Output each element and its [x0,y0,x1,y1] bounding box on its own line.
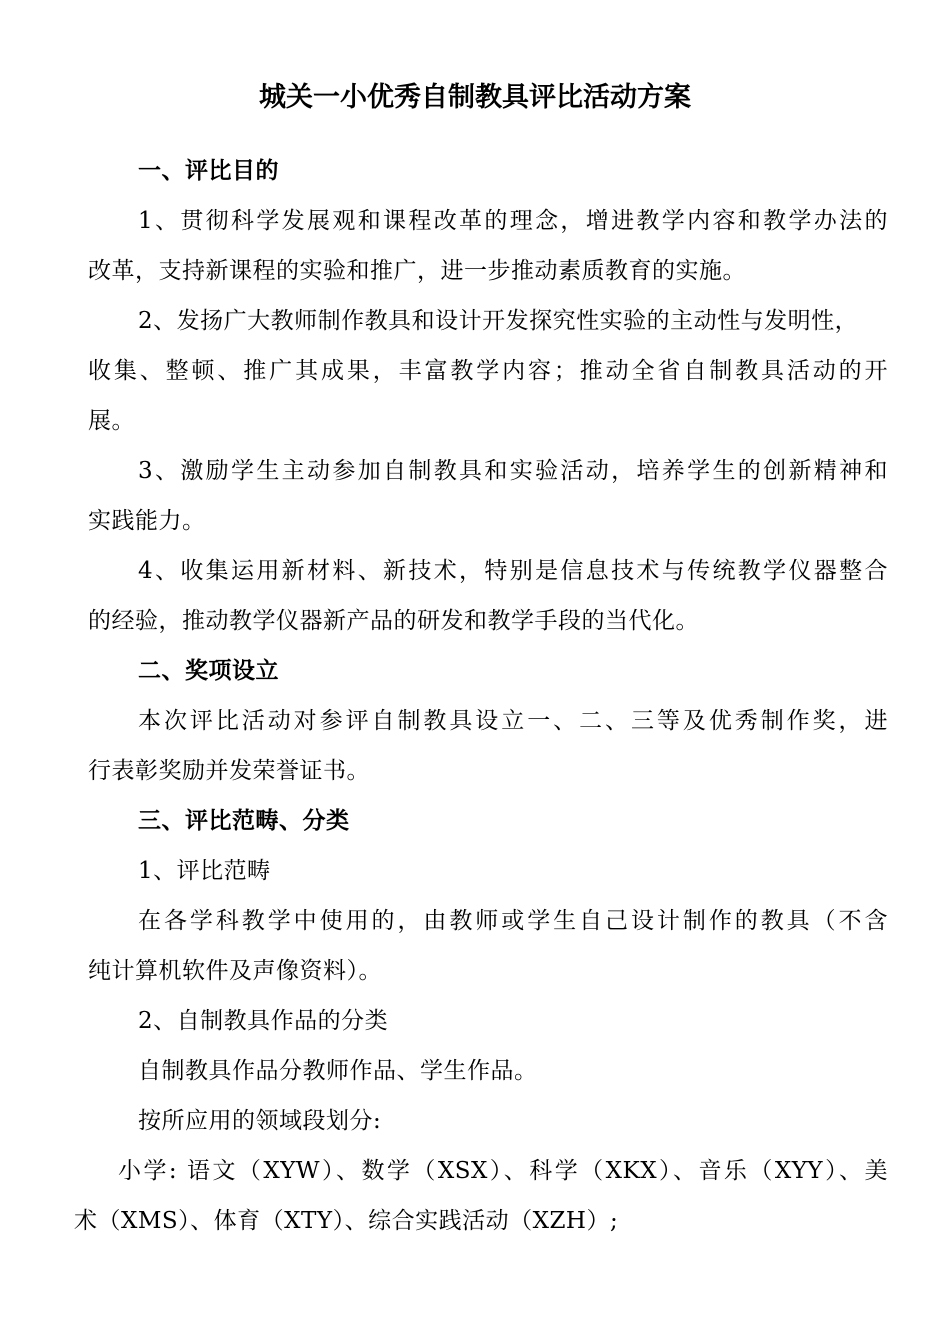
paragraph-3-line-2: 实践能力。 [88,508,206,534]
paragraph-4-line-1: 4、收集运用新材料、新技术，特别是信息技术与传统教学仪器整合 [138,558,888,584]
awards-paragraph-line-2: 行表彰奖励并发荣誉证书。 [88,758,370,784]
primary-school-line-2: 术（XMS）、体育（XTY）、综合实践活动（XZH）; [74,1208,619,1234]
categories-paragraph-line-1: 自制教具作品分教师作品、学生作品。 [138,1058,538,1084]
paragraph-4-line-2: 的经验，推动教学仪器新产品的研发和教学手段的当代化。 [88,608,699,634]
paragraph-3-line-1: 3、激励学生主动参加自制教具和实验活动，培养学生的创新精神和 [138,458,888,484]
section-heading-awards: 二、奖项设立 [138,658,279,684]
categories-paragraph-line-2: 按所应用的领域段划分: [138,1108,382,1134]
paragraph-2-line-1: 2、发扬广大教师制作教具和设计开发探究性实验的主动性与发明性， [138,308,859,334]
document-title: 城关一小优秀自制教具评比活动方案 [259,82,691,113]
section-heading-purpose: 一、评比目的 [138,158,279,184]
paragraph-1-line-2: 改革，支持新课程的实验和推广，进一步推动素质教育的实施。 [88,258,746,284]
paragraph-2-line-3: 展。 [88,408,135,434]
primary-school-line-1: 小学: 语文（XYW）、数学（XSX）、科学（XKX）、音乐（XYY）、美 [118,1158,888,1184]
paragraph-2-line-2: 收集、整顿、推广其成果，丰富教学内容；推动全省自制教具活动的开 [88,358,888,384]
awards-paragraph-line-1: 本次评比活动对参评自制教具设立一、二、三等及优秀制作奖，进 [138,708,888,734]
scope-paragraph-line-1: 在各学科教学中使用的，由教师或学生自己设计制作的教具（不含 [138,908,888,934]
subsection-label-scope: 1、评比范畴 [138,858,271,884]
paragraph-1-line-1: 1、贯彻科学发展观和课程改革的理念，增进教学内容和教学办法的 [138,208,888,234]
scope-paragraph-line-2: 纯计算机软件及声像资料）。 [88,958,382,984]
subsection-label-categories: 2、自制教具作品的分类 [138,1008,389,1034]
section-heading-scope: 三、评比范畴、分类 [138,808,350,834]
